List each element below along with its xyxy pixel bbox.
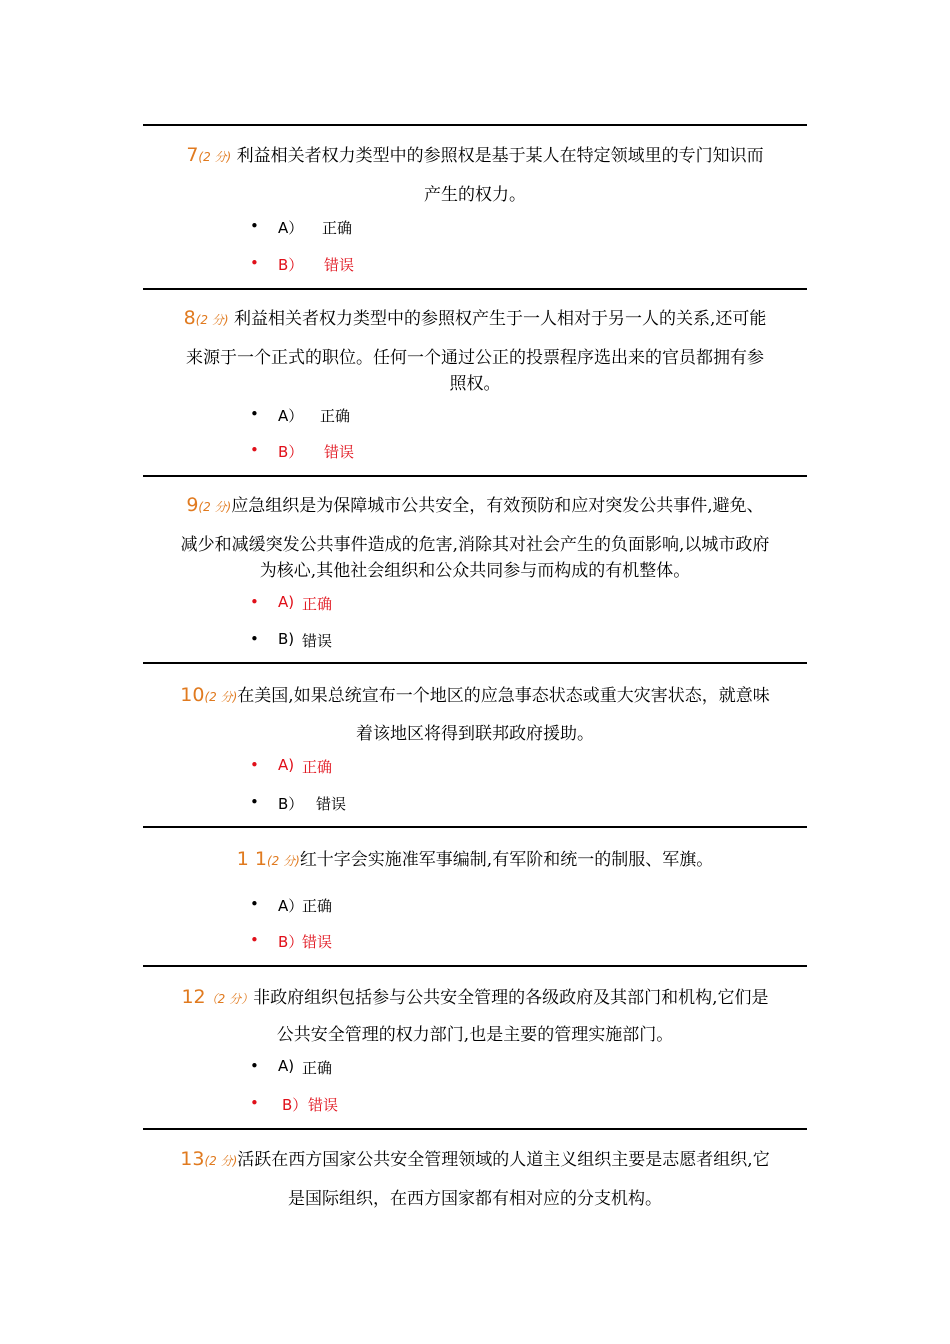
divider <box>143 662 807 664</box>
question-number: 1 1 <box>236 848 267 870</box>
question-text: 产生的权力。 <box>424 185 526 205</box>
bullet-icon: • <box>250 756 259 774</box>
question-number: 7 <box>186 144 199 166</box>
question-text: 在美国,如果总统宣布一个地区的应急事态状态或重大灾害状态，就意味 <box>237 686 770 706</box>
question-points: (2 分) <box>195 313 229 327</box>
divider <box>143 124 807 126</box>
divider <box>143 288 807 290</box>
divider <box>143 965 807 967</box>
bullet-icon: • <box>250 895 259 913</box>
divider <box>143 1128 807 1130</box>
question-number: 10 <box>180 684 205 706</box>
question-text: 是国际组织，在西方国家都有相对应的分支机构。 <box>288 1189 662 1209</box>
question-text: 着该地区将得到联邦政府援助。 <box>356 724 594 744</box>
bullet-icon: • <box>250 593 259 611</box>
question-points: （2 分） <box>205 992 254 1006</box>
divider <box>143 475 807 477</box>
question-number: 13 <box>180 1148 205 1170</box>
question-number: 8 <box>183 307 196 329</box>
bullet-icon: • <box>250 405 259 423</box>
question-text: 公共安全管理的权力部门,也是主要的管理实施部门。 <box>276 1025 674 1045</box>
bullet-icon: • <box>250 630 259 648</box>
question-text: 照权。 <box>449 374 501 394</box>
question-text: 非政府组织包括参与公共安全管理的各级政府及其部门和机构,它们是 <box>253 988 769 1008</box>
question-points: (2 分) <box>198 500 232 514</box>
question-points: (2 分) <box>204 1154 238 1168</box>
bullet-icon: • <box>250 217 259 235</box>
bullet-icon: • <box>250 1057 259 1075</box>
question-text: 利益相关者权力类型中的参照权产生于一人相对于另一人的关系,还可能 <box>233 309 767 329</box>
question-number: 12 <box>181 986 206 1008</box>
question-text: 红十字会实施准军事编制,有军阶和统一的制服、军旗。 <box>299 850 714 870</box>
question-points: (2 分) <box>204 690 238 704</box>
question-text: 利益相关者权力类型中的参照权是基于某人在特定领域里的专门知识而 <box>236 146 764 166</box>
bullet-icon: • <box>250 441 259 459</box>
question-text: 减少和减缓突发公共事件造成的危害,消除其对社会产生的负面影响,以城市政府 <box>180 535 770 555</box>
question-number: 9 <box>186 494 199 516</box>
question-text: 来源于一个正式的职位。任何一个通过公正的投票程序选出来的官员都拥有参 <box>186 348 764 368</box>
bullet-icon: • <box>250 931 259 949</box>
question-points: (2 分) <box>266 854 300 868</box>
question-points: (2 分) <box>198 150 232 164</box>
question-text: 应急组织是为保障城市公共安全，有效预防和应对突发公共事件,避免、 <box>231 496 764 516</box>
bullet-icon: • <box>250 254 259 272</box>
divider <box>143 826 807 828</box>
bullet-icon: • <box>250 1094 259 1112</box>
question-text: 活跃在西方国家公共安全管理领域的人道主义组织主要是志愿者组织,它 <box>237 1150 770 1170</box>
bullet-icon: • <box>250 793 259 811</box>
question-text: 为核心,其他社会组织和公众共同参与而构成的有机整体。 <box>259 561 691 581</box>
